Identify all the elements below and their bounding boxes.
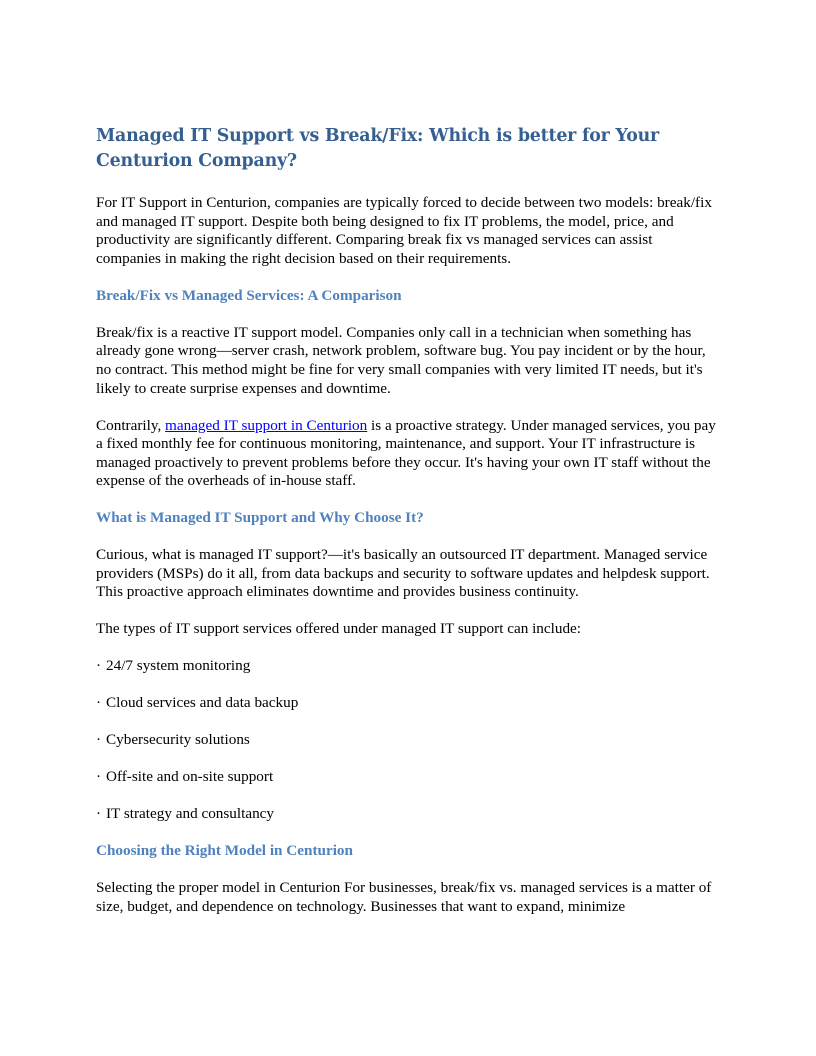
document-title: Managed IT Support vs Break/Fix: Which is better for Your Centurion Company? [96,126,660,171]
list-item-text: Cloud services and data backup [106,694,299,712]
managed-it-support-link[interactable]: managed IT support in Centurion [165,416,368,434]
section-heading-comparison: Break/Fix vs Managed Services: A Comparison [96,286,402,304]
bullet-marker: · [96,731,102,749]
intro-paragraph: For IT Support in Centurion, companies are typically forced to decide between two models: break/fix and managed IT support. Despite both being designed to fix IT problems, the model, price, and productivity are significantly different. Comparing break fix vs managed services can assist companies in making the right decision based on their requirements. [96,194,712,267]
choosing-paragraph: Selecting the proper model in Centurion For businesses, break/fix vs. managed services is a matter of size, budget, and dependence on technology. Businesses that want to expand, minimize [96,879,712,915]
list-item [96,694,720,713]
bullet-marker: · [96,694,102,712]
list-item [96,805,720,824]
managed-paragraph [96,417,720,491]
types-intro-paragraph: The types of IT support services offered under managed IT support can include: [96,620,582,638]
list-item-text: IT strategy and consultancy [106,805,274,823]
bullet-marker: · [96,805,102,823]
managed-paragraph-rest: is a proactive strategy. Under managed services, you pay a fixed monthly fee for continuous monitoring, maintenance, and support. Your IT infrastructure is managed proactively to prevent problems before they occur. It's having your own IT staff without the expense of the overheads of in-house staff. [96,416,716,490]
breakfix-paragraph: Break/fix is a reactive IT support model. Companies only call in a technician when something has already gone wrong—server crash, network problem, software bug. You pay incident or by the hour, no contract. This method might be fine for very small companies with very limited IT needs, but it's likely to create surprise expenses and downtime. [96,323,706,397]
list-item [96,731,720,750]
list-item-text: 24/7 system monitoring [106,657,251,675]
document-page [96,124,720,935]
list-item-text: Cybersecurity solutions [106,731,250,749]
section-heading-choosing: Choosing the Right Model in Centurion [96,842,353,860]
bullet-marker: · [96,768,102,786]
what-is-paragraph: Curious, what is managed IT support?—it's basically an outsourced IT department. Managed service providers (MSPs) do it all, from data backups and security to software updates and helpdesk support. This proactive approach eliminates downtime and provides business continuity. [96,546,710,601]
list-item [96,657,720,676]
managed-paragraph-lead: Contrarily, [96,416,166,434]
section-heading-what-is: What is Managed IT Support and Why Choose It? [96,509,424,527]
list-item-text: Off-site and on-site support [106,768,274,786]
bullet-marker: · [96,657,102,675]
list-item [96,768,720,787]
